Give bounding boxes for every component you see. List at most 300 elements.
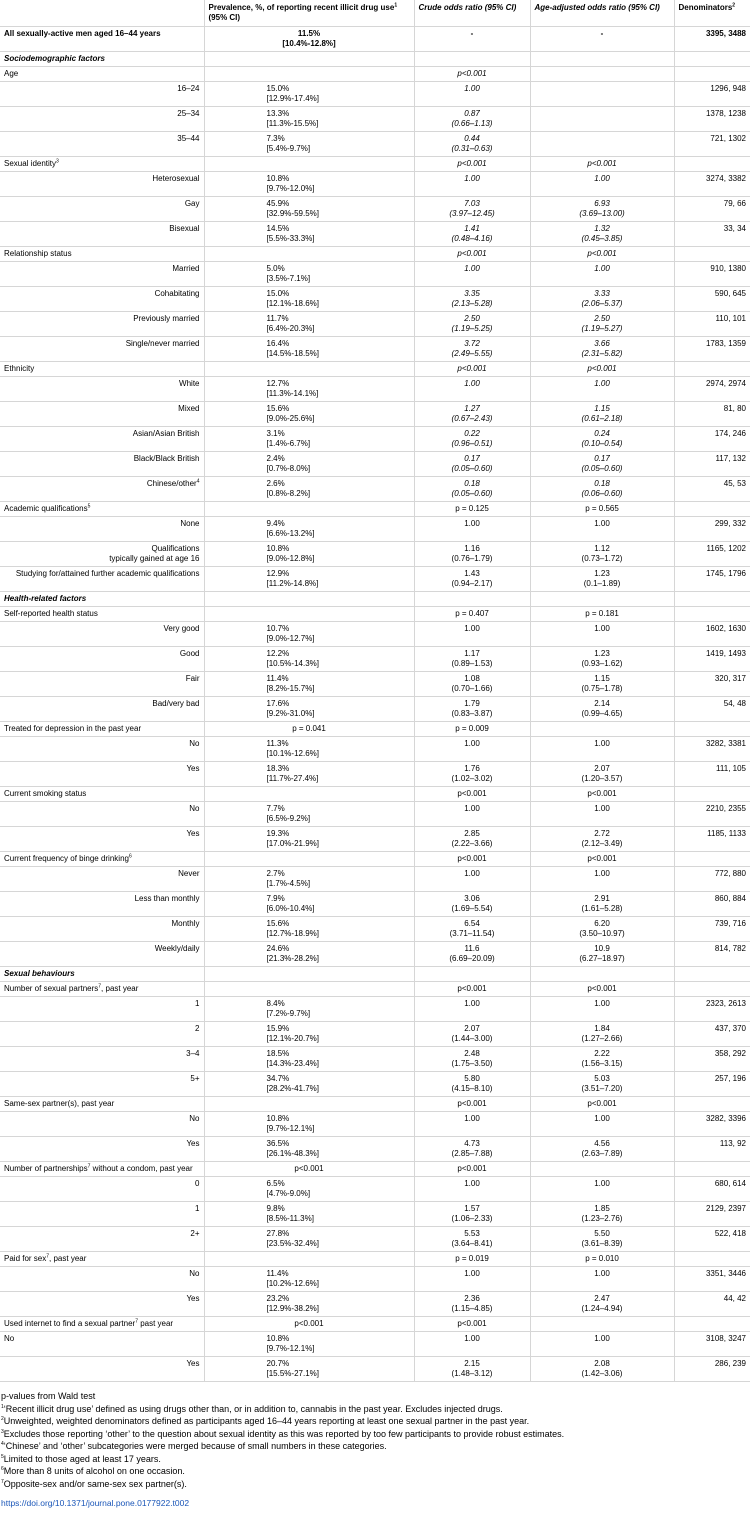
prevalence-cell [204,787,414,802]
denominator-cell: 3351, 3446 [674,1267,750,1292]
denominator-cell [674,1252,750,1267]
table-row [0,802,750,827]
crude-or-cell: p<0.001 [414,1162,530,1177]
crude-or-cell: 1.00 [414,1332,530,1357]
crude-or-cell: 1.00 [414,997,530,1022]
adjusted-or-cell: 1.00 [530,737,674,762]
table-row [0,1357,750,1382]
row-label: All sexually-active men aged 16–44 years [0,27,204,52]
prevalence-cell [204,982,414,997]
group-header-row [0,247,750,262]
crude-or-cell: 1.76 (1.02–3.02) [414,762,530,787]
row-label: Studying for/attained further academic qualifications [0,567,204,592]
row-label: Academic qualifications$^5$ [0,502,204,517]
prevalence-cell [204,1252,414,1267]
row-label: Chinese/other$^4$ [0,477,204,502]
prevalence-cell [204,52,414,67]
denominator-cell: 2323, 2613 [674,997,750,1022]
denominator-cell: 320, 317 [674,672,750,697]
table-row [0,672,750,697]
prevalence-cell: 11.4% [8.2%-15.7%] [204,672,414,697]
crude-or-cell [414,967,530,982]
table-row [0,942,750,967]
row-label: 1 [0,997,204,1022]
adjusted-or-cell: 5.50 (3.61–8.39) [530,1227,674,1252]
table-row [0,1292,750,1317]
crude-or-cell: 2.15 (1.48–3.12) [414,1357,530,1382]
adjusted-or-cell: p = 0.565 [530,502,674,517]
row-label: Less than monthly [0,892,204,917]
crude-or-cell: 5.80 (4.15–8.10) [414,1072,530,1097]
adjusted-or-cell: 1.85 (1.23–2.76) [530,1202,674,1227]
denominator-cell: 1783, 1359 [674,337,750,362]
row-label: Used internet to find a sexual partner$^7$ past year [0,1317,204,1332]
denominator-cell: 2210, 2355 [674,802,750,827]
adjusted-or-cell: 2.08 (1.42–3.06) [530,1357,674,1382]
group-header-row [0,982,750,997]
adjusted-or-cell: 6.93 (3.69–13.00) [530,197,674,222]
crude-or-cell: 0.22 (0.96–0.51) [414,427,530,452]
crude-or-cell: 6.54 (3.71–11.54) [414,917,530,942]
denominator-cell: 1185, 1133 [674,827,750,852]
crude-or-cell: 3.06 (1.69–5.54) [414,892,530,917]
row-label: Bisexual [0,222,204,247]
table-row [0,517,750,542]
adjusted-or-cell: 2.47 (1.24–4.94) [530,1292,674,1317]
row-label: Sociodemographic factors [0,52,204,67]
group-header-row [0,1162,750,1177]
adjusted-or-cell [530,67,674,82]
adjusted-or-cell [530,967,674,982]
doi-link[interactable]: https://doi.org/10.1371/journal.pone.0177922.t002 [1,1498,190,1508]
denominator-cell: 3274, 3382 [674,172,750,197]
row-label: Gay [0,197,204,222]
footnote: $^2$Unweighted, weighted denominators defined as participants aged 16–44 years reporting at least one sexual partner in the past year. [1,1416,530,1426]
row-label: Treated for depression in the past year [0,722,204,737]
group-header-row [0,1317,750,1332]
adjusted-or-cell: p<0.001 [530,157,674,172]
group-header-row [0,502,750,517]
denominator-cell: 1745, 1796 [674,567,750,592]
adjusted-or-cell: 2.14 (0.99–4.65) [530,697,674,722]
crude-or-cell: p = 0.125 [414,502,530,517]
row-label: 2 [0,1022,204,1047]
crude-or-cell: 1.00 [414,737,530,762]
denominator-cell: 772, 880 [674,867,750,892]
crude-or-cell: 0.17 (0.05–0.60) [414,452,530,477]
denominator-cell: 299, 332 [674,517,750,542]
table-footnotes [0,1382,750,1490]
table-row [0,402,750,427]
crude-or-cell: 1.17 (0.89–1.53) [414,647,530,672]
crude-or-cell [414,592,530,607]
adjusted-or-cell: 5.03 (3.51–7.20) [530,1072,674,1097]
crude-or-cell: p<0.001 [414,787,530,802]
footnote: $^5$Limited to those aged at least 17 years. [1,1453,161,1464]
adjusted-or-cell [530,107,674,132]
denominator-cell [674,1097,750,1112]
group-header-row [0,1097,750,1112]
denominator-cell: 286, 239 [674,1357,750,1382]
table-row [0,312,750,337]
group-header-row [0,1252,750,1267]
prevalence-cell: 7.9% [6.0%-10.4%] [204,892,414,917]
denominator-cell: 117, 132 [674,452,750,477]
table-row [0,427,750,452]
table-row [0,867,750,892]
group-header-row [0,67,750,82]
denominator-cell: 1165, 1202 [674,542,750,567]
denominator-cell: 257, 196 [674,1072,750,1097]
table-row [0,1112,750,1137]
crude-or-cell: - [414,27,530,52]
crude-or-cell: 1.00 [414,1267,530,1292]
row-label: No [0,1332,204,1357]
row-label: Same-sex partner(s), past year [0,1097,204,1112]
header-crude-or: Crude odds ratio (95% CI) [414,0,530,27]
table-row [0,1177,750,1202]
denominator-cell: 680, 614 [674,1177,750,1202]
prevalence-cell [204,247,414,262]
prevalence-cell: p = 0.041 [204,722,414,737]
row-label: Current frequency of binge drinking$^6$ [0,852,204,867]
adjusted-or-cell: p<0.001 [530,787,674,802]
adjusted-or-cell: 3.33 (2.06–5.37) [530,287,674,312]
row-label: Relationship status [0,247,204,262]
prevalence-cell: 24.6% [21.3%-28.2%] [204,942,414,967]
table-row [0,172,750,197]
adjusted-or-cell: p<0.001 [530,982,674,997]
crude-or-cell: 5.53 (3.64–8.41) [414,1227,530,1252]
crude-or-cell: p<0.001 [414,852,530,867]
adjusted-or-cell [530,1162,674,1177]
row-label: Ethnicity [0,362,204,377]
adjusted-or-cell: 2.07 (1.20–3.57) [530,762,674,787]
row-label: Bad/very bad [0,697,204,722]
adjusted-or-cell: 1.00 [530,622,674,647]
prevalence-cell: 20.7% [15.5%-27.1%] [204,1357,414,1382]
prevalence-cell [204,1097,414,1112]
crude-or-cell: p<0.001 [414,362,530,377]
denominator-cell: 81, 80 [674,402,750,427]
denominator-cell: 437, 370 [674,1022,750,1047]
adjusted-or-cell: p<0.001 [530,362,674,377]
row-label: No [0,737,204,762]
footnote: $^3$Excludes those reporting ‘other’ to the question about sexual identity as this was reported by too few participants to provide robust estimates. [1,1428,565,1439]
denominator-cell [674,67,750,82]
prevalence-cell [204,362,414,377]
footnote: $^7$Opposite-sex and/or same-sex sex partner(s). [1,1478,187,1489]
adjusted-or-cell: 2.50 (1.19–5.27) [530,312,674,337]
denominator-cell: 1378, 1238 [674,107,750,132]
prevalence-cell: 15.6% [9.0%-25.6%] [204,402,414,427]
prevalence-cell: 9.4% [6.6%-13.2%] [204,517,414,542]
row-label: Single/never married [0,337,204,362]
crude-or-cell: 1.00 [414,1112,530,1137]
adjusted-or-cell: 1.00 [530,1332,674,1357]
adjusted-or-cell: p<0.001 [530,247,674,262]
row-label: 5+ [0,1072,204,1097]
row-label: 3–4 [0,1047,204,1072]
prevalence-cell [204,967,414,982]
denominator-cell: 54, 48 [674,697,750,722]
row-label: Good [0,647,204,672]
adjusted-or-cell [530,1317,674,1332]
row-label: No [0,1112,204,1137]
row-label: 16–24 [0,82,204,107]
adjusted-or-cell: 1.00 [530,377,674,402]
group-header-row [0,722,750,737]
adjusted-or-cell: 10.9 (6.27–18.97) [530,942,674,967]
row-label: Yes [0,827,204,852]
row-label: 35–44 [0,132,204,157]
adjusted-or-cell: 1.32 (0.45–3.85) [530,222,674,247]
row-label: 25–34 [0,107,204,132]
prevalence-cell: 11.3% [10.1%-12.6%] [204,737,414,762]
row-label: Health-related factors [0,592,204,607]
prevalence-cell: 15.6% [12.7%-18.9%] [204,917,414,942]
row-label: Yes [0,1137,204,1162]
denominator-cell: 3108, 3247 [674,1332,750,1357]
prevalence-cell: 19.3% [17.0%-21.9%] [204,827,414,852]
crude-or-cell: 4.73 (2.85–7.88) [414,1137,530,1162]
prevalence-cell: 2.4% [0.7%-8.0%] [204,452,414,477]
crude-or-cell: 3.72 (2.49–5.55) [414,337,530,362]
prevalence-cell [204,67,414,82]
prevalence-cell: 13.3% [11.3%-15.5%] [204,107,414,132]
adjusted-or-cell [530,132,674,157]
prevalence-cell: 2.7% [1.7%-4.5%] [204,867,414,892]
prevalence-cell: 10.8% [9.7%-12.0%] [204,172,414,197]
table-row [0,287,750,312]
crude-or-cell: 1.00 [414,377,530,402]
adjusted-or-cell: 1.84 (1.27–2.66) [530,1022,674,1047]
row-label: Heterosexual [0,172,204,197]
prevalence-cell: 8.4% [7.2%-9.7%] [204,997,414,1022]
row-label: No [0,802,204,827]
adjusted-or-cell: 1.00 [530,1267,674,1292]
row-label: Mixed [0,402,204,427]
row-label: None [0,517,204,542]
row-label: Previously married [0,312,204,337]
adjusted-or-cell: 0.17 (0.05–0.60) [530,452,674,477]
footnote: $^4$‘Chinese’ and ‘other’ subcategories were merged because of small numbers in these categories. [1,1441,387,1451]
denominator-cell: 2974, 2974 [674,377,750,402]
adjusted-or-cell: p<0.001 [530,852,674,867]
denominator-cell: 3282, 3381 [674,737,750,762]
row-label: Sexual behaviours [0,967,204,982]
denominator-cell: 33, 34 [674,222,750,247]
table-row [0,542,750,567]
crude-or-cell: 0.44 (0.31–0.63) [414,132,530,157]
denominator-cell: 44, 42 [674,1292,750,1317]
table-row [0,827,750,852]
row-label: Number of sexual partners$^7$, past year [0,982,204,997]
prevalence-cell: 11.7% [6.4%-20.3%] [204,312,414,337]
prevalence-cell: 15.9% [12.1%-20.7%] [204,1022,414,1047]
row-label: Very good [0,622,204,647]
denominator-cell: 739, 716 [674,917,750,942]
crude-or-cell: 1.79 (0.83–3.87) [414,697,530,722]
denominator-cell: 111, 105 [674,762,750,787]
adjusted-or-cell [530,52,674,67]
section-header-row [0,967,750,982]
section-header-row [0,592,750,607]
row-label: Yes [0,762,204,787]
prevalence-cell [204,852,414,867]
crude-or-cell: 1.00 [414,1177,530,1202]
adjusted-or-cell [530,592,674,607]
table-row [0,762,750,787]
adjusted-or-cell: 1.00 [530,997,674,1022]
group-header-row [0,787,750,802]
table-row [0,647,750,672]
crude-or-cell: p<0.001 [414,67,530,82]
denominator-cell [674,1317,750,1332]
adjusted-or-cell: 3.66 (2.31–5.82) [530,337,674,362]
prevalence-cell: 17.6% [9.2%-31.0%] [204,697,414,722]
prevalence-cell: 11.5% [10.4%-12.8%] [204,27,414,52]
prevalence-cell: 15.0% [12.1%-18.6%] [204,287,414,312]
adjusted-or-cell: 0.24 (0.10–0.54) [530,427,674,452]
table-row [0,107,750,132]
denominator-cell: 3395, 3488 [674,27,750,52]
table-row [0,1072,750,1097]
table-row [0,892,750,917]
footnote: $^6$More than 8 units of alcohol on one occasion. [1,1466,185,1476]
row-label: Never [0,867,204,892]
group-header-row [0,157,750,172]
denominator-cell: 1419, 1493 [674,647,750,672]
crude-or-cell [414,52,530,67]
crude-or-cell: 11.6 (6.69–20.09) [414,942,530,967]
denominator-cell [674,52,750,67]
denominator-cell: 1602, 1630 [674,622,750,647]
adjusted-or-cell: 1.12 (0.73–1.72) [530,542,674,567]
header-adjusted-or: Age-adjusted odds ratio (95% CI) [530,0,674,27]
footnote: p-values from Wald test [1,1391,96,1401]
table-row [0,1227,750,1252]
prevalence-cell: 23.2% [12.9%-38.2%] [204,1292,414,1317]
prevalence-cell: 10.8% [9.0%-12.8%] [204,542,414,567]
row-label: Cohabitating [0,287,204,312]
crude-or-cell: p<0.001 [414,1317,530,1332]
denominator-cell: 2129, 2397 [674,1202,750,1227]
prevalence-cell: 10.8% [9.7%-12.1%] [204,1332,414,1357]
row-label: Age [0,67,204,82]
row-label: Number of partnerships$^7$ without a condom, past year [0,1162,204,1177]
adjusted-or-cell: 1.23 (0.93–1.62) [530,647,674,672]
table-row [0,1332,750,1357]
prevalence-cell: 10.8% [9.7%-12.1%] [204,1112,414,1137]
adjusted-or-cell: 1.00 [530,1112,674,1137]
crude-or-cell: 1.16 (0.76–1.79) [414,542,530,567]
row-label: Yes [0,1292,204,1317]
prevalence-cell: 9.8% [8.5%-11.3%] [204,1202,414,1227]
denominator-cell: 358, 292 [674,1047,750,1072]
row-label: Sexual identity$^3$ [0,157,204,172]
crude-or-cell: 1.00 [414,517,530,542]
adjusted-or-cell: 1.00 [530,802,674,827]
crude-or-cell: p = 0.407 [414,607,530,622]
crude-or-cell: 2.85 (2.22–3.66) [414,827,530,852]
row-label: Weekly/daily [0,942,204,967]
prevalence-cell: 45.9% [32.9%-59.5%] [204,197,414,222]
table-row [0,82,750,107]
denominator-cell [674,362,750,377]
prevalence-cell: 18.3% [11.7%-27.4%] [204,762,414,787]
adjusted-or-cell: - [530,27,674,52]
crude-or-cell: p<0.001 [414,1097,530,1112]
denominator-cell [674,967,750,982]
adjusted-or-cell: 4.56 (2.63–7.89) [530,1137,674,1162]
row-label: Fair [0,672,204,697]
adjusted-or-cell: 1.15 (0.61–2.18) [530,402,674,427]
crude-or-cell: 1.00 [414,262,530,287]
crude-or-cell: 0.18 (0.05–0.60) [414,477,530,502]
prevalence-cell: 36.5% [26.1%-48.3%] [204,1137,414,1162]
crude-or-cell: 1.00 [414,82,530,107]
row-label: Married [0,262,204,287]
table-row [0,337,750,362]
table-row [0,222,750,247]
row-label: Self-reported health status [0,607,204,622]
prevalence-cell: 7.3% [5.4%-9.7%] [204,132,414,157]
denominator-cell [674,592,750,607]
crude-or-cell: 1.57 (1.06–2.33) [414,1202,530,1227]
prevalence-cell: 5.0% [3.5%-7.1%] [204,262,414,287]
table-row [0,452,750,477]
header-prevalence: Prevalence, %, of reporting recent illicit drug use$^1$ (95% CI) [204,0,414,27]
row-label: Yes [0,1357,204,1382]
row-label: Black/Black British [0,452,204,477]
denominator-cell: 79, 66 [674,197,750,222]
row-label: Paid for sex$^7$, past year [0,1252,204,1267]
table-header-row [0,0,750,27]
denominator-cell: 721, 1302 [674,132,750,157]
prevalence-cell: 2.6% [0.8%-8.2%] [204,477,414,502]
denominator-cell [674,852,750,867]
adjusted-or-cell: 1.23 (0.1–1.89) [530,567,674,592]
denominator-cell [674,1162,750,1177]
table-row [0,1267,750,1292]
table-row [0,997,750,1022]
denominator-cell: 814, 782 [674,942,750,967]
crude-or-cell: p<0.001 [414,982,530,997]
header-denominators: Denominators$^2$ [674,0,750,27]
crude-or-cell: 1.27 (0.67–2.43) [414,402,530,427]
crude-or-cell: 1.00 [414,622,530,647]
adjusted-or-cell: 1.00 [530,262,674,287]
prevalence-cell: p<0.001 [204,1162,414,1177]
denominator-cell: 522, 418 [674,1227,750,1252]
prevalence-cell: 15.0% [12.9%-17.4%] [204,82,414,107]
crude-or-cell: 1.00 [414,802,530,827]
crude-or-cell: 2.50 (1.19–5.25) [414,312,530,337]
denominator-cell [674,157,750,172]
prevalence-cell: 16.4% [14.5%-18.5%] [204,337,414,362]
crude-or-cell: 1.00 [414,867,530,892]
row-label: 0 [0,1177,204,1202]
prevalence-cell: 6.5% [4.7%-9.0%] [204,1177,414,1202]
table-row [0,1137,750,1162]
crude-or-cell: 1.41 (0.48–4.16) [414,222,530,247]
denominator-cell: 910, 1380 [674,262,750,287]
adjusted-or-cell: 1.00 [530,1177,674,1202]
table-row [0,1022,750,1047]
table-row [0,262,750,287]
table-row [0,132,750,157]
